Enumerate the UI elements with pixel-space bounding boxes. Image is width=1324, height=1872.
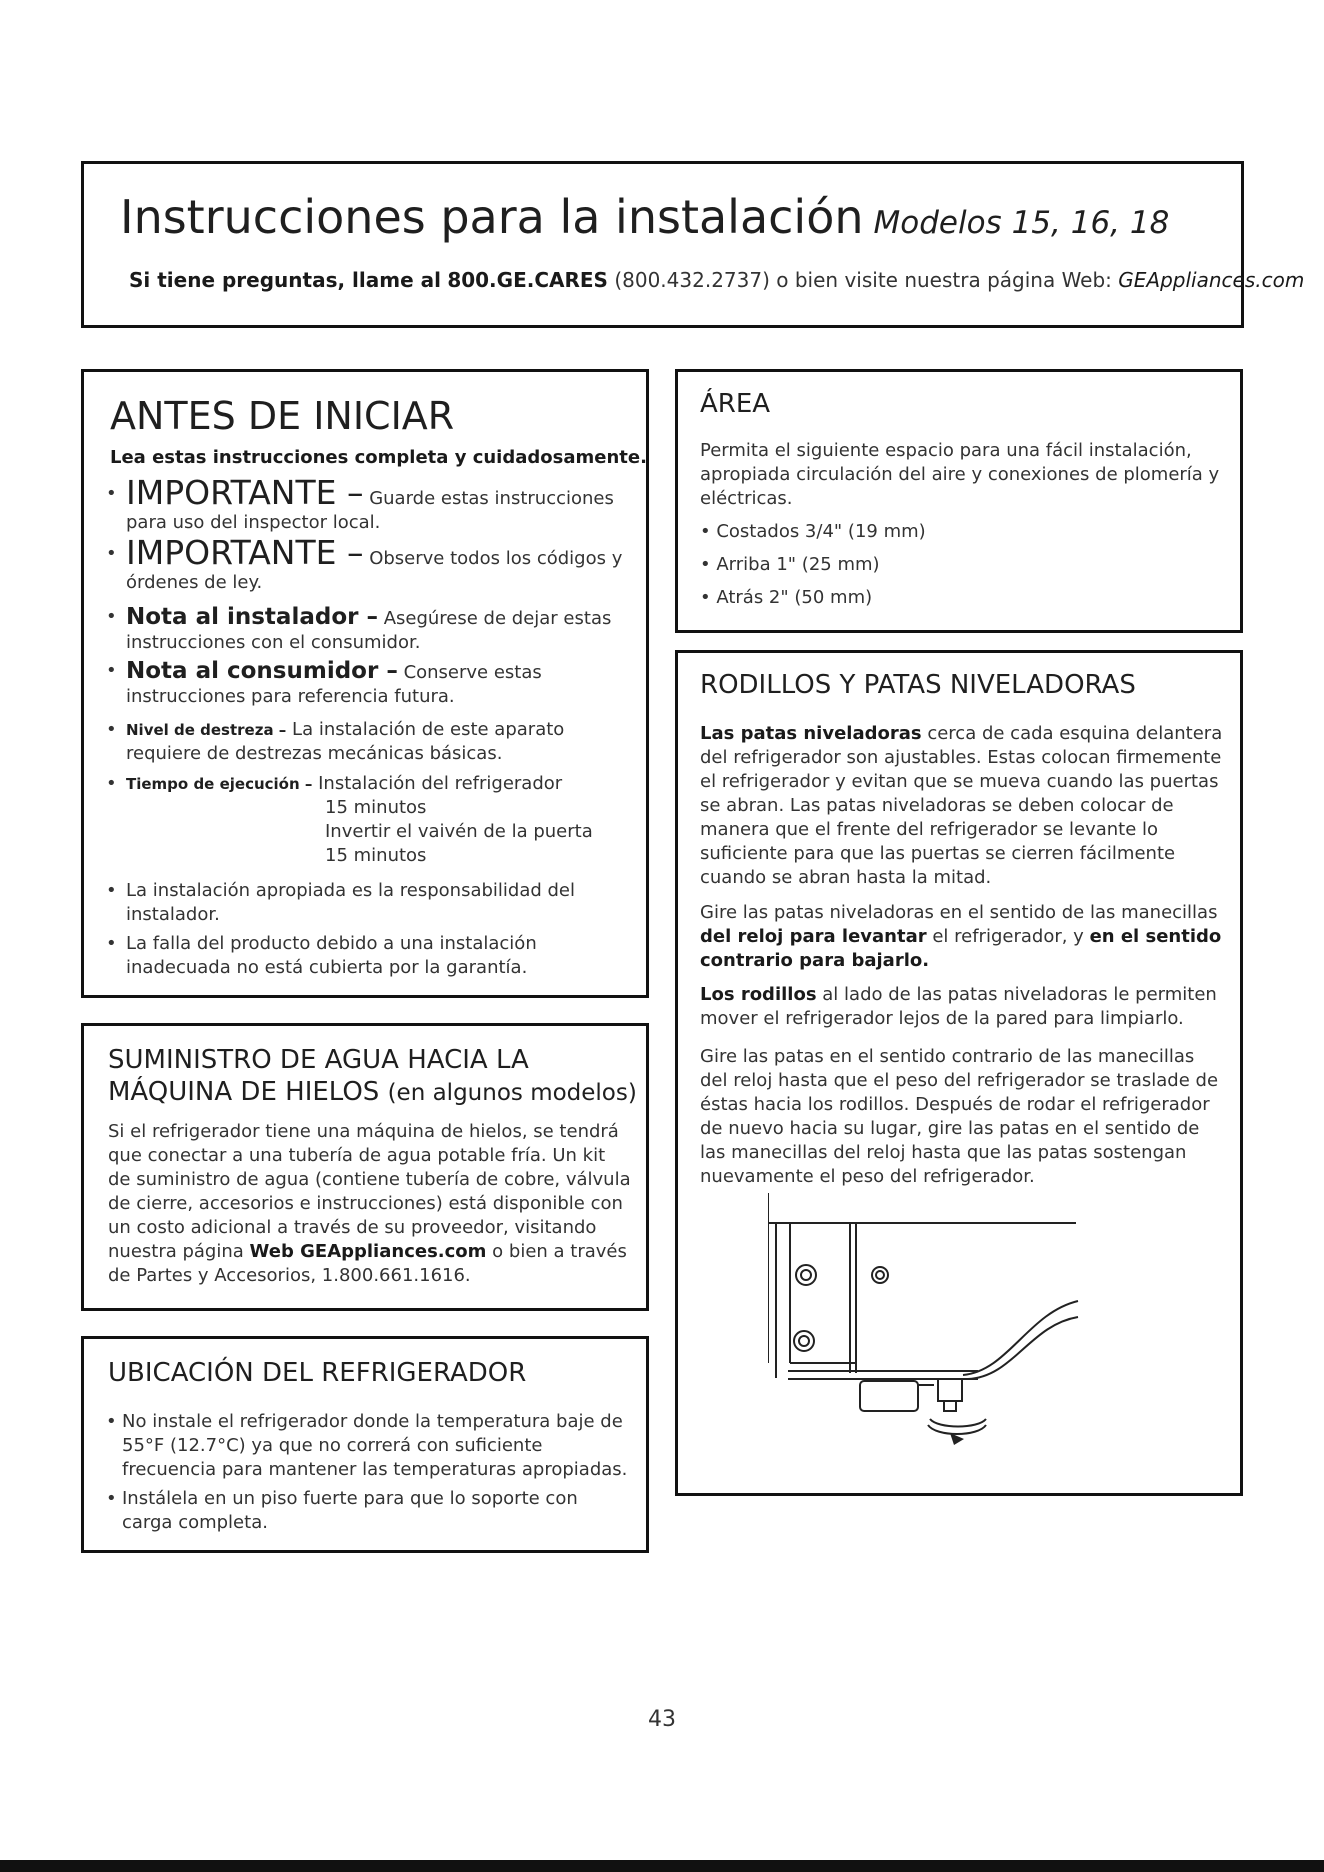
- list-item: • La falla del producto debido a una instalación inadecuada no está cubierta por la garantía.: [106, 933, 537, 978]
- list-item: • Tiempo de ejecución – Instalación del refrigerador 15 minutos Invertir el vaivén de la puerta 15 minutos: [106, 773, 593, 866]
- web-link[interactable]: Web GEAppliances.com: [249, 1241, 487, 1262]
- antes-section: [81, 369, 649, 998]
- rodillos-p3: Los rodillos al lado de las patas niveladoras le permiten mover el refrigerador lejos de la pared para limpiarlo.: [700, 984, 1217, 1029]
- contact-line: Si tiene preguntas, llame al 800.GE.CARES (800.432.2737) o bien visite nuestra página Web: GEAppliances.com: [129, 268, 1305, 292]
- header-box: [81, 161, 1305, 328]
- phone-brand: 800.GE.CARES: [447, 268, 608, 292]
- rodillos-p1: Las patas niveladoras cerca de cada esquina delantera del refrigerador son ajustables. Estas colocan firmemente el refrigerador y evitan que se mueva cuando las puertas se abran. Las patas niveladoras se deben colocar de manera que el frente del refrigerador se levante lo suficiente para que las puertas se cierren fácilmente cuando se abran hasta la mitad.: [700, 723, 1223, 888]
- list-item: • Nota al consumidor – Conserve estas instrucciones para referencia futura.: [106, 658, 542, 707]
- models-label: Modelos 15, 16, 18: [873, 205, 1170, 241]
- ubicacion-title: UBICACIÓN DEL REFRIGERADOR: [108, 1358, 527, 1388]
- phone-digits: (800.432.2737): [614, 268, 770, 292]
- list-item: • Nota al instalador – Asegúrese de dejar estas instrucciones con el consumidor.: [106, 604, 612, 653]
- website-link[interactable]: GEAppliances.com: [1118, 268, 1305, 292]
- agua-title: SUMINISTRO DE AGUA HACIA LA MÁQUINA DE HIELOS (en algunos modelos): [108, 1045, 637, 1107]
- list-item: • No instale el refrigerador donde la temperatura baje de 55°F (12.7°C) ya que no correrá con suficiente frecuencia para mantener las temperaturas apropiadas.: [106, 1411, 628, 1480]
- antes-title: ANTES DE INICIAR: [110, 394, 455, 438]
- rodillos-p4: Gire las patas en el sentido contrario de las manecillas del reloj hasta que el peso del refrigerador se traslade de éstas hacia los rodillos. Después de rodar el refrigerador de nuevo hacia su lugar, gire las patas en el sentido de las manecillas del reloj hasta que las patas sostengan nuevamente el peso del refrigerador.: [700, 1046, 1219, 1187]
- area-section: [675, 369, 1243, 633]
- list-item: • La instalación apropiada es la responsabilidad del instalador.: [106, 880, 576, 925]
- area-intro: Permita el siguiente espacio para una fácil instalación, apropiada circulación del aire y conexiones de plomería y eléctricas.: [700, 440, 1220, 509]
- list-item: • Costados 3/4" (19 mm): [700, 521, 926, 542]
- list-item: • Nivel de destreza – La instalación de este aparato requiere de destrezas mecánicas básicas.: [106, 719, 565, 764]
- page-number: 43: [648, 1707, 676, 1732]
- agua-body: Si el refrigerador tiene una máquina de hielos, se tendrá que conectar a una tubería de agua potable fría. Un kit de suministro de agua (contiene tubería de cobre, válvula de cierre, accesorios e instrucciones) está disponible con un costo adicional a través de su proveedor, visitando nuestra página Web GEAppliances.com o bien a través de Partes y Accesorios, 1.800.661.1616.: [108, 1121, 631, 1286]
- page-title: Instrucciones para la instalación Modelos 15, 16, 18: [120, 190, 1170, 244]
- ubicacion-section: [81, 1336, 649, 1553]
- list-item: • IMPORTANTE – Observe todos los códigos y órdenes de ley.: [106, 533, 623, 593]
- agua-section: [81, 1023, 649, 1311]
- list-item: • Atrás 2" (50 mm): [700, 587, 873, 608]
- rodillos-section: [675, 650, 1243, 1496]
- area-title: ÁREA: [700, 389, 771, 419]
- list-item: • Arriba 1" (25 mm): [700, 554, 880, 575]
- list-item: • IMPORTANTE – Guarde estas instrucciones para uso del inspector local.: [106, 473, 614, 533]
- leveling-leg-diagram: [768, 1193, 1088, 1463]
- antes-lead: Lea estas instrucciones completa y cuidadosamente.: [110, 447, 647, 468]
- bottom-rule: [0, 1860, 1324, 1872]
- rodillos-title: RODILLOS Y PATAS NIVELADORAS: [700, 670, 1136, 700]
- rodillos-p2: Gire las patas niveladoras en el sentido de las manecillas del reloj para levantar el refrigerador, y en el sentido contrario para bajarlo.: [700, 902, 1222, 971]
- list-item: • Instálela en un piso fuerte para que lo soporte con carga completa.: [106, 1488, 578, 1533]
